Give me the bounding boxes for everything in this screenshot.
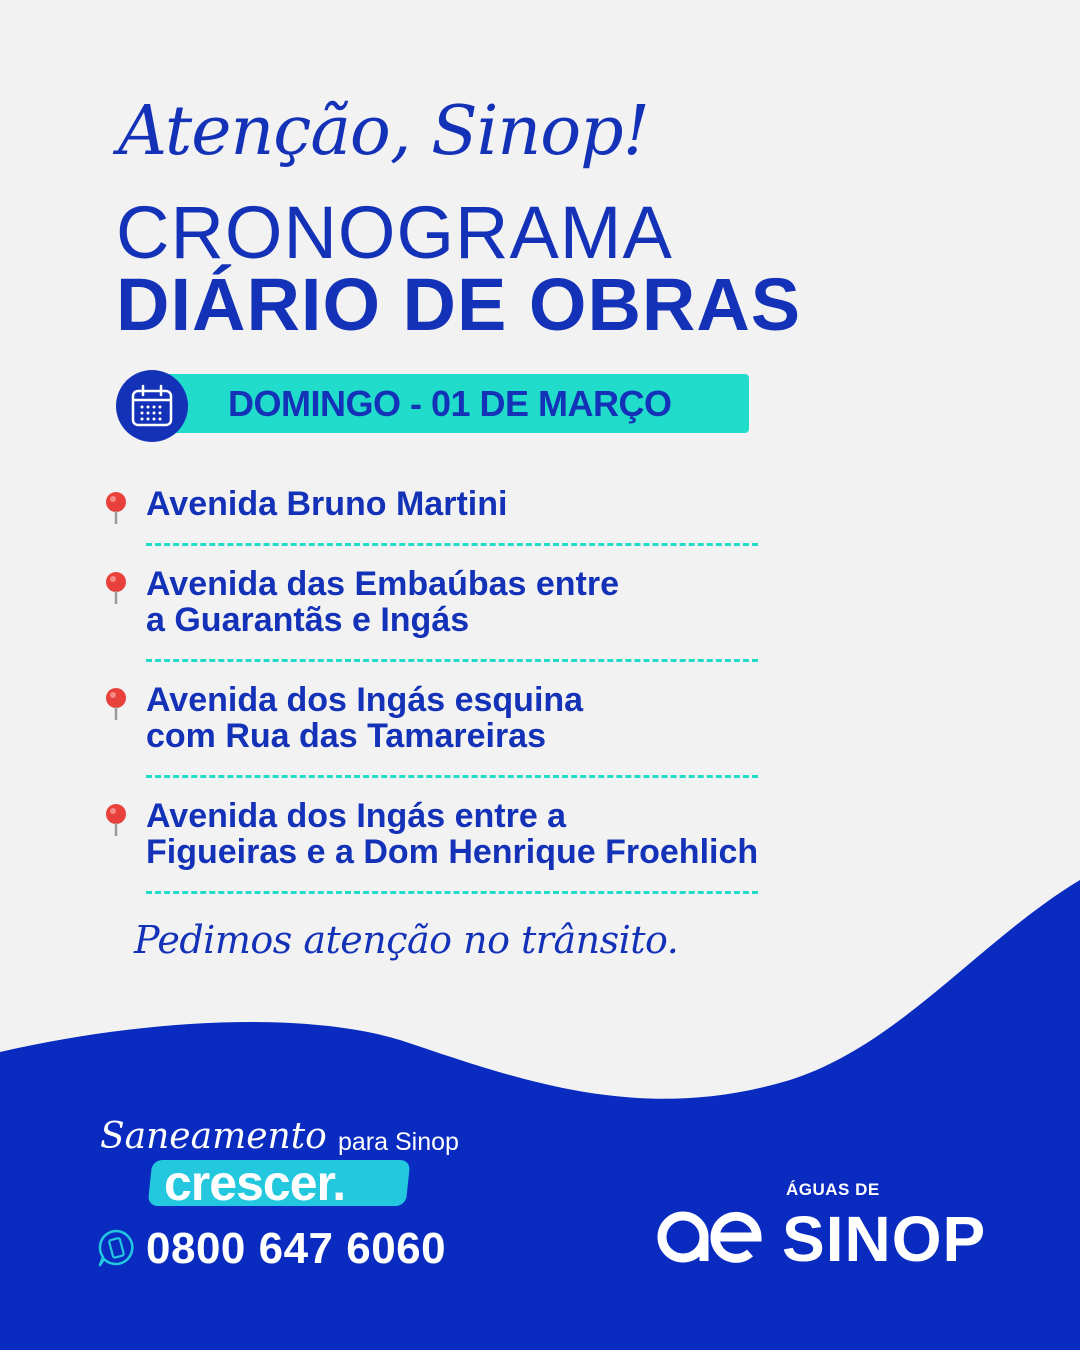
location-text: Avenida Bruno Martini [146,485,508,523]
list-item [100,566,860,638]
slogan-highlight: crescer. [164,1155,346,1211]
location-pin-icon [102,802,130,838]
list-item [100,682,860,754]
page-title-line1: CRONOGRAMA [116,191,673,274]
slogan-sub: para Sinop [338,1128,459,1156]
brand-tagline: ÁGUAS DE [786,1180,880,1199]
list-item [100,798,860,870]
page-title-line2: DIÁRIO DE OBRAS [116,263,802,346]
divider [146,891,758,894]
location-text: Avenida dos Ingás entre a Figueiras e a Dom Henrique Froehlich [146,797,759,871]
location-pin-icon [102,686,130,722]
divider [146,543,758,546]
greeting-heading: Atenção, Sinop! [118,92,649,171]
phone-number[interactable]: 0800 647 6060 [146,1224,447,1273]
brand-name: SINOP [782,1203,987,1275]
location-text: Avenida dos Ingás esquina com Rua das Tamareiras [146,681,584,755]
divider [146,659,758,662]
whatsapp-icon [96,1228,136,1268]
locations-list [100,486,860,894]
divider [146,775,758,778]
traffic-note: Pedimos atenção no trânsito. [134,918,679,962]
list-item [100,486,860,522]
location-text: Avenida das Embaúbas entre a Guarantãs e Ingás [146,565,620,639]
location-pin-icon [102,490,130,526]
slogan-main: Saneamento [100,1116,327,1157]
calendar-icon [130,384,174,428]
brand-logo-mark [654,1208,766,1266]
date-label: DOMINGO - 01 DE MARÇO [228,383,672,424]
location-pin-icon [102,570,130,606]
calendar-icon-badge [116,370,188,442]
